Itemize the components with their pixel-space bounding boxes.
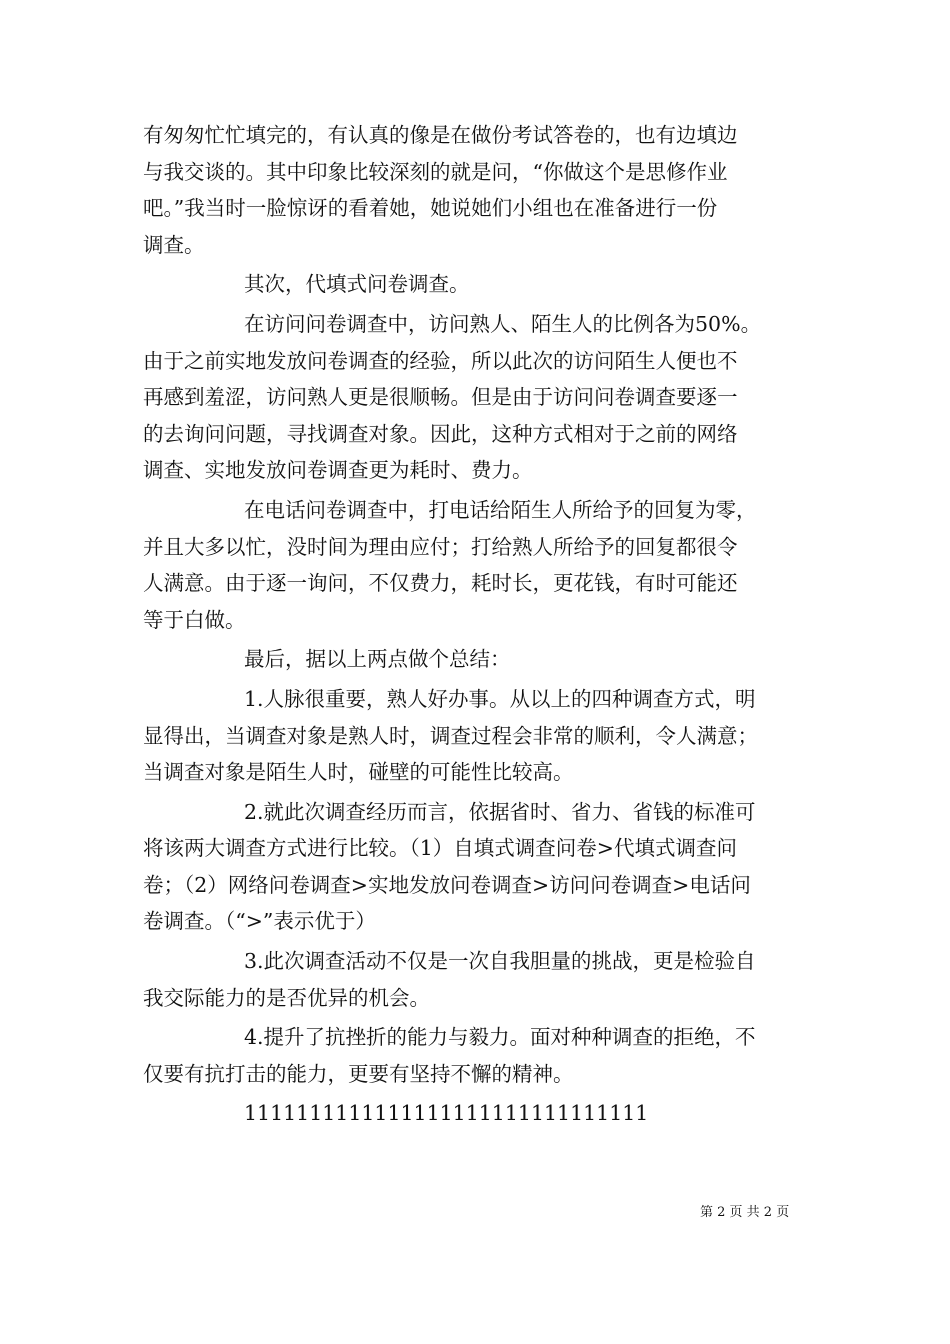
list-item-1: 1.人脉很重要，熟人好办事。从以上的四种调查方式，明 [244,686,756,711]
text-line: 在访问问卷调查中，访问熟人、陌生人的比例各为50%。 [244,311,762,336]
text-line: 将该两大调查方式进行比较。（1）自填式调查问卷>代填式调查问 [143,836,737,861]
text-line: 仅要有抗打击的能力，更要有坚持不懈的精神。 [143,1061,574,1086]
text-line: 卷；（2）网络问卷调查>实地发放问卷调查>访问问卷调查>电话问 [143,872,751,897]
list-item-2: 2.就此次调查经历而言，依据省时、省力、省钱的标准可 [244,799,756,824]
text-line: 由于之前实地发放问卷调查的经验，所以此次的访问陌生人便也不 [143,348,738,373]
text-line: 显得出，当调查对象是熟人时，调查过程会非常的顺利，令人满意； [143,723,758,748]
number-string-line: 1111111111111111111111111111111 [244,1101,649,1126]
text-line: 调查、实地发放问卷调查更为耗时、费力。 [143,458,533,483]
text-line: 等于白做。 [143,607,246,632]
text-line: 与我交谈的。其中印象比较深刻的就是问，“你做这个是思修作业 [143,159,728,184]
document-body [143,117,815,1132]
list-item-4: 4.提升了抗挫折的能力与毅力。面对种种调查的拒绝，不 [244,1025,756,1050]
page-number-footer: 第 2 页 共 2 页 [700,1205,790,1220]
text-line: 调查。 [143,232,205,257]
text-line: 再感到羞涩，访问熟人更是很顺畅。但是由于访问问卷调查要逐一 [143,385,738,410]
text-line: 有匆匆忙忙填完的，有认真的像是在做份考试答卷的，也有边填边 [143,123,738,147]
text-line: 在电话问卷调查中，打电话给陌生人所给予的回复为零， [244,497,757,522]
text-line: 当调查对象是陌生人时，碰壁的可能性比较高。 [143,760,574,785]
text-line: 的去询问问题，寻找调查对象。因此，这种方式相对于之前的网络 [143,421,738,446]
text-line: 吧。”我当时一脸惊讶的看着她，她说她们小组也在准备进行一份 [143,196,718,221]
section-heading: 最后，据以上两点做个总结： [244,647,511,672]
list-item-3: 3.此次调查活动不仅是一次自我胆量的挑战，更是检验自 [244,949,756,974]
section-heading: 其次，代填式问卷调查。 [244,272,470,297]
text-line: 我交际能力的是否优异的机会。 [143,985,430,1010]
text-line: 人满意。由于逐一询问，不仅费力，耗时长，更花钱，有时可能还 [143,571,738,596]
text-line: 并且大多以忙，没时间为理由应付；打给熟人所给予的回复都很令 [143,534,738,559]
text-line: 卷调查。（“>”表示优于） [143,909,376,934]
